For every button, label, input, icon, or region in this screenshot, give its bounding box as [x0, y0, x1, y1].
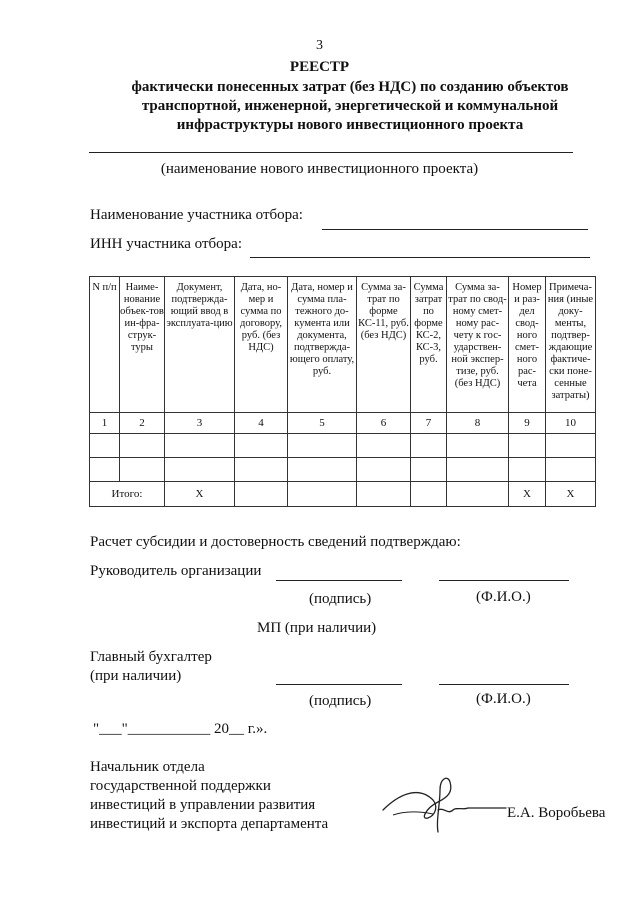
participant-name-line	[322, 229, 588, 230]
accountant-line: (при наличии)	[90, 668, 182, 684]
table-cell	[357, 482, 411, 507]
document-subtitle	[90, 78, 610, 135]
column-header: N п/п	[90, 277, 120, 413]
department-line: инвестиций в управлении развития	[90, 797, 316, 813]
head-signature-caption: (подпись)	[309, 591, 372, 607]
document-title: РЕЕСТР	[289, 59, 350, 75]
column-header: Сумма за-трат по форме КС-11, руб. (без НДС)	[357, 277, 411, 413]
register-table	[89, 276, 596, 507]
subtitle-line: транспортной, инженерной, энергетической и коммунальной	[141, 98, 559, 114]
department-line: инвестиций и экспорта департамента	[90, 816, 329, 832]
column-number: 5	[288, 413, 357, 434]
table-cell	[235, 434, 288, 458]
table-cell	[546, 458, 596, 482]
table-cell	[90, 434, 120, 458]
column-header: Примеча-ния (иные доку-менты, подтвер-ждающие фактиче-ски поне-сенные затраты)	[546, 277, 596, 413]
project-caption: (наименование нового инвестиционного проекта)	[160, 161, 479, 177]
accountant-label	[90, 648, 212, 686]
column-number: 6	[357, 413, 411, 434]
head-fio-line	[439, 580, 569, 581]
table-cell	[120, 458, 165, 482]
column-header: Номер и раз-дел свод-ного смет-ного рас-чета	[509, 277, 546, 413]
accountant-fio-line	[439, 684, 569, 685]
table-cell	[165, 434, 235, 458]
head-fio-caption: (Ф.И.О.)	[476, 589, 531, 605]
confirmation-text: Расчет субсидии и достоверность сведений подтверждаю:	[90, 534, 461, 550]
subtitle-line: фактически понесенных затрат (без НДС) по созданию объектов	[131, 79, 569, 95]
official-name: Е.А. Воробьева	[507, 805, 606, 821]
inn-label: ИНН участника отбора:	[90, 236, 242, 252]
table-cell	[165, 458, 235, 482]
handwritten-signature	[378, 770, 508, 840]
column-number: 9	[509, 413, 546, 434]
head-signature-line	[276, 580, 402, 581]
column-number: 2	[120, 413, 165, 434]
table-cell	[235, 458, 288, 482]
page-number: 3	[316, 38, 323, 53]
table-cell	[120, 434, 165, 458]
total-label: Итого:	[90, 482, 165, 507]
project-name-line	[89, 152, 573, 153]
table-cell	[357, 458, 411, 482]
column-number: 8	[447, 413, 509, 434]
column-number: 1	[90, 413, 120, 434]
column-header: Сумма за-трат по свод-ному смет-ному рас-чету к гос-ударствен-ной экспер-тизе, руб. (без НДС)	[447, 277, 509, 413]
table-cell	[546, 434, 596, 458]
date-line: "___"___________ 20__ г.».	[93, 721, 268, 737]
inn-line	[250, 257, 590, 258]
table-cell	[90, 458, 120, 482]
column-header: Дата, но-мер и сумма по договору, руб. (без НДС)	[235, 277, 288, 413]
total-mark: X	[165, 482, 235, 507]
column-header: Дата, номер и сумма пла-тежного до-кумента или документа, подтвержда-ющего оплату, руб.	[288, 277, 357, 413]
total-row	[90, 482, 596, 507]
table-cell	[447, 458, 509, 482]
column-header: Документ, подтвержда-ющий ввод в эксплуата-цию	[165, 277, 235, 413]
department-line: государственной поддержки	[90, 778, 271, 794]
table-row	[90, 434, 596, 458]
column-header: Сумма затрат по форме КС-2, КС-3, руб.	[411, 277, 447, 413]
subtitle-line: инфраструктуры нового инвестиционного проекта	[176, 117, 524, 133]
table-cell	[411, 434, 447, 458]
head-label: Руководитель организации	[90, 563, 262, 579]
table-cell	[447, 482, 509, 507]
accountant-fio-caption: (Ф.И.О.)	[476, 691, 531, 707]
column-number: 4	[235, 413, 288, 434]
column-number-row	[90, 413, 596, 434]
accountant-signature-line	[276, 684, 402, 685]
column-number: 10	[546, 413, 596, 434]
column-number: 3	[165, 413, 235, 434]
table-cell	[288, 482, 357, 507]
department-block	[90, 758, 328, 834]
column-header: Наиме-нование объек-тов ин-фра-струк-туры	[120, 277, 165, 413]
table-header-row	[90, 277, 596, 413]
table-row	[90, 458, 596, 482]
table-cell	[509, 434, 546, 458]
table-cell	[411, 458, 447, 482]
table-cell	[235, 482, 288, 507]
table-cell	[447, 434, 509, 458]
accountant-line: Главный бухгалтер	[90, 649, 212, 665]
total-mark: X	[509, 482, 546, 507]
table-cell	[288, 434, 357, 458]
department-line: Начальник отдела	[90, 759, 205, 775]
total-mark: X	[546, 482, 596, 507]
table-cell	[288, 458, 357, 482]
accountant-signature-caption: (подпись)	[309, 693, 372, 709]
table-cell	[411, 482, 447, 507]
table-cell	[357, 434, 411, 458]
table-cell	[509, 458, 546, 482]
participant-name-label: Наименование участника отбора:	[90, 207, 303, 223]
stamp-text: МП (при наличии)	[257, 620, 377, 636]
column-number: 7	[411, 413, 447, 434]
